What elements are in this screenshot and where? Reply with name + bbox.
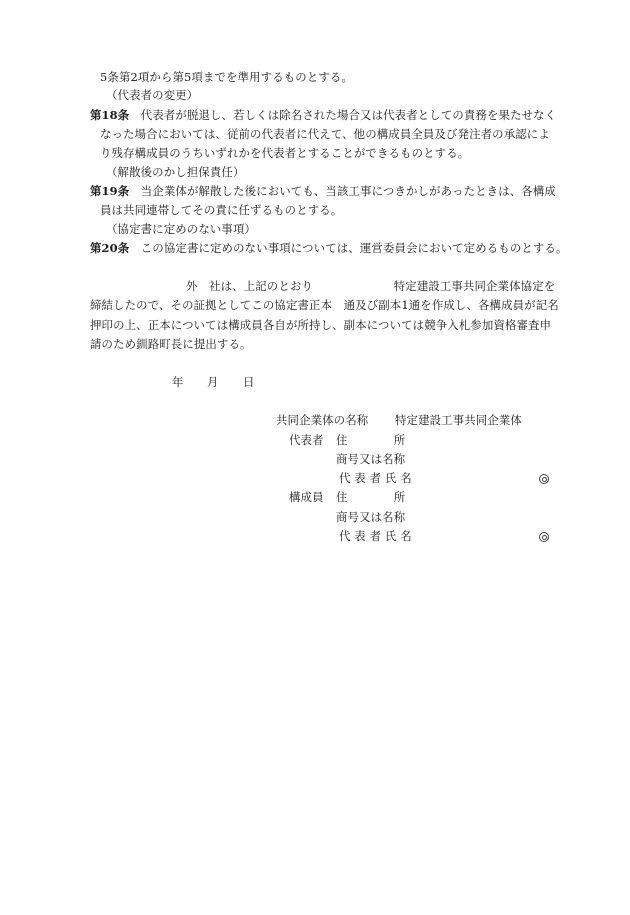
- representative-address-label: 住 所: [336, 433, 406, 447]
- date-day: 日: [243, 375, 255, 389]
- jv-name-value: 特定建設工事共同企業体: [395, 413, 522, 427]
- member-company-label: 商号又は名称: [336, 510, 406, 524]
- article-number: 第18条: [90, 108, 130, 122]
- date-month: 月: [207, 375, 219, 389]
- member-role: 構成員: [289, 490, 324, 504]
- heading-representative-change: （代表者の変更）: [106, 88, 199, 102]
- article-19-line-2: 員は共同連帯してその責に任ずるものとする。: [100, 203, 343, 217]
- heading-undefined-matters: （協定書に定めのない事項）: [106, 222, 257, 236]
- article-17-continuation: 5条第2項から第5項までを準用するものとする。: [100, 70, 354, 84]
- representative-role: 代表者: [289, 433, 324, 447]
- closing-line-2: 締結したので、その証拠としてこの協定書正本 通及び副本1通を作成し、各構成員が記名: [90, 298, 559, 312]
- representative-name-label: 代 表 者 氏 名: [339, 471, 412, 485]
- seal-mark-icon: [539, 532, 549, 542]
- article-18-line-2: なった場合においては、従前の代表者に代えて、他の構成員全員及び発注者の承認によ: [100, 127, 550, 141]
- article-number: 第19条: [90, 184, 130, 198]
- jv-name-label: 共同企業体の名称: [276, 413, 369, 427]
- seal-mark-icon: [539, 474, 549, 484]
- article-20: 第20条 この協定書に定めのない事項については、運営委員会において定めるものとする。: [90, 241, 568, 255]
- article-number: 第20条: [90, 241, 130, 255]
- article-18-line-1: 第18条 代表者が脱退し、若しくは除名された場合又は代表者としての責務を果たせなく: [90, 108, 557, 122]
- date-year: 年: [172, 375, 184, 389]
- representative-company-label: 商号又は名称: [336, 452, 406, 466]
- heading-warranty-after-dissolution: （解散後のかし担保責任）: [106, 165, 245, 179]
- member-address-label: 住 所: [336, 490, 406, 504]
- member-name-label: 代 表 者 氏 名: [339, 529, 412, 543]
- closing-line-1: 外 社は、上記のとおり 特定建設工事共同企業体協定を: [186, 279, 556, 293]
- closing-line-3: 押印の上、正本については構成員各自が所持し、副本については競争入札参加資格審査申: [90, 318, 552, 332]
- closing-line-4: 請のため釧路町長に提出する。: [90, 337, 252, 351]
- article-18-line-3: り残存構成員のうちいずれかを代表者とすることができるものとする。: [100, 146, 470, 160]
- article-19-line-1: 第19条 当企業体が解散した後においても、当該工事につきかしがあったときは、各構成: [90, 184, 556, 198]
